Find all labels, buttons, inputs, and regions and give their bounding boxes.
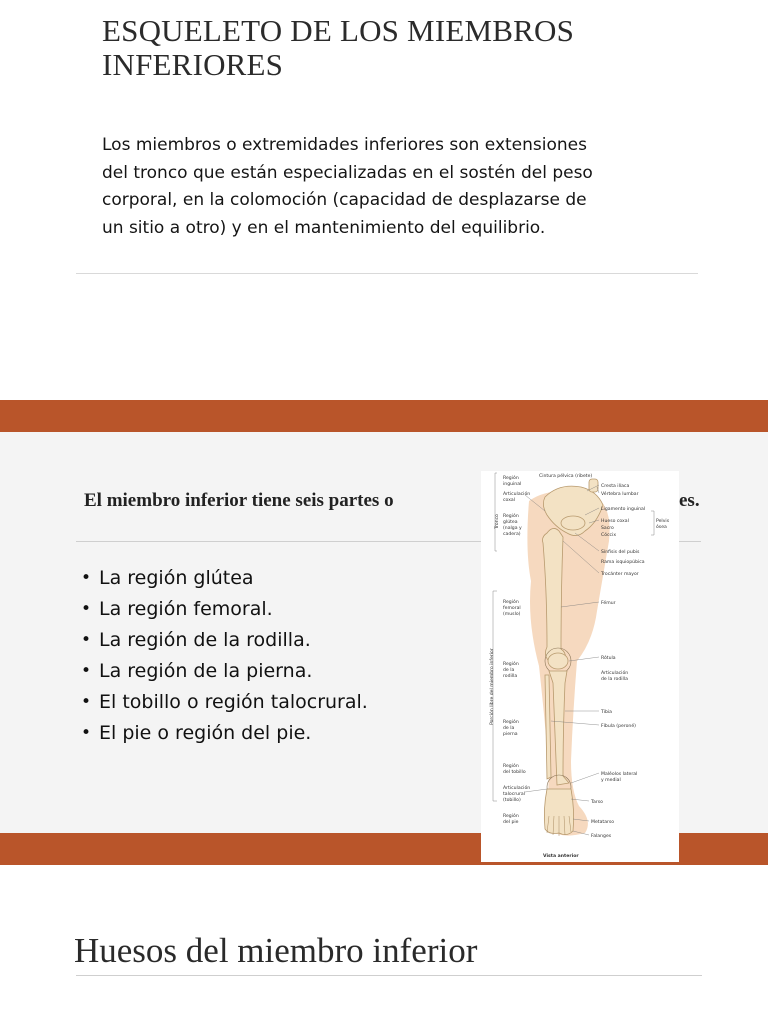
slide1-title-line2: INFERIORES (102, 47, 284, 82)
figure-label-left: Región (503, 720, 519, 725)
figure-label-right: Tibia (601, 710, 612, 715)
figure-label-left: (tobillo) (503, 798, 521, 803)
figure-label-left: inguinal (503, 482, 522, 487)
figure-label-left: de la (503, 726, 515, 731)
leg-silhouette (527, 491, 609, 835)
slide2-top-accent-bar (0, 400, 768, 432)
figure-label-right: y medial (601, 778, 621, 783)
figure-label-left: Región (503, 514, 519, 519)
sacrum-bone (561, 516, 585, 530)
slide1-title-line1: ESQUELETO DE LOS MIEMBROS (102, 13, 575, 48)
body-line: un sitio a otro) y en el mantenimiento del equilibrio. (102, 217, 546, 238)
figure-label-left: Región (503, 764, 519, 769)
bullet-icon: • (81, 723, 92, 743)
figure-label-left: Región (503, 662, 519, 667)
pelvis-label: Pelvis (656, 519, 670, 524)
body-line: Los miembros o extremidades inferiores son extensiones (102, 135, 587, 155)
list-item-text: La región de la rodilla. (99, 629, 311, 651)
figure-label-right: Trocánter mayor (601, 572, 639, 577)
bullet-icon: • (81, 661, 92, 681)
pelvis-label: ósea (656, 525, 667, 530)
slide3-title: Huesos del miembro inferior (74, 931, 478, 970)
bullet-icon: • (81, 599, 92, 619)
figure-label-left: femoral (503, 606, 521, 611)
lumbar-vertebra (589, 479, 598, 492)
figure-label-right: Cresta ilíaca (601, 484, 630, 489)
figure-label-left: cadera) (503, 532, 521, 537)
figure-label-right: Cóccix (601, 533, 617, 538)
figure-label-left: Región (503, 600, 519, 605)
limb-label: Porción libre del miembro inferior (490, 648, 495, 725)
figure-label-right: Maléolos lateral (601, 772, 638, 777)
trunk-label: Tronco (495, 514, 500, 529)
list-item (78, 687, 368, 718)
figure-label-left: (nalga y (503, 526, 522, 531)
figure-label-right: Sínfisis del pubis (601, 550, 640, 555)
bullet-icon: • (81, 692, 92, 712)
pelvic-girdle-label: Cintura pélvica (ribete) (539, 474, 593, 479)
figure-label-left: pierna (503, 732, 518, 737)
figure-label-left: (muslo) (503, 612, 521, 617)
figure-label-left: Articulación (503, 492, 531, 497)
figure-label-right: Falanges (591, 834, 612, 839)
figure-label-right: Fémur (601, 601, 616, 606)
figure-label-right: Rótula (601, 656, 616, 661)
body-line: del tronco que están especializadas en el sostén del peso (102, 162, 593, 183)
figure-label-right: Ligamento inguinal (601, 507, 646, 512)
bullet-icon: • (81, 630, 92, 650)
list-item (78, 563, 368, 594)
figure-label-left: glútea (503, 520, 518, 525)
figure-label-left: de la (503, 668, 515, 673)
figure-label-right: Sacro (601, 526, 614, 531)
figure-label-left: Articulación (503, 786, 531, 791)
bullet-icon: • (81, 568, 92, 588)
list-item-text: La región de la pierna. (99, 660, 313, 682)
body-line: corporal, en la colomoción (capacidad de desplazarse de (102, 190, 587, 210)
slide2-heading: El miembro inferior tiene seis partes o (84, 490, 394, 511)
list-item-text: La región glútea (99, 567, 254, 589)
figure-label-left: rodilla (503, 674, 518, 679)
skeleton-illustration (481, 471, 679, 862)
lower-limb-skeleton-figure (481, 471, 679, 862)
figure-label-left: Región (503, 814, 519, 819)
list-item (78, 625, 368, 656)
list-item-text: El tobillo o región talocrural. (99, 691, 368, 713)
figure-label-right: Vértebra lumbar (601, 492, 639, 497)
slide2-heading-tail: es. (679, 490, 700, 511)
parts-list (78, 563, 368, 749)
figure-label-right: Metatarso (591, 820, 615, 825)
figure-label-right: Rama isquiopúbica (601, 560, 645, 565)
list-item-text: La región femoral. (99, 598, 273, 620)
figure-label-right: Tarso (591, 800, 603, 805)
figure-label-right: Hueso coxal (601, 519, 629, 524)
figure-caption: Vista anterior (543, 854, 579, 859)
list-item (78, 594, 368, 625)
figure-label-left: coxal (503, 498, 516, 503)
figure-label-left: del pie (503, 820, 519, 825)
slide1-divider (76, 273, 698, 274)
slide1-title (102, 14, 702, 82)
figure-label-left: Región (503, 476, 519, 481)
figure-label-right: Fíbula (peroné) (601, 724, 636, 729)
list-item (78, 718, 368, 749)
figure-label-right: de la rodilla (601, 677, 628, 682)
figure-label-left: talocrural (503, 792, 526, 797)
figure-label-left: del tobillo (503, 770, 526, 775)
list-item (78, 656, 368, 687)
list-item-text: El pie o región del pie. (99, 722, 312, 744)
slide3-divider (76, 975, 702, 976)
slide1-body (102, 132, 642, 242)
patella-bone (548, 653, 568, 669)
figure-label-right: Articulación (601, 671, 629, 676)
